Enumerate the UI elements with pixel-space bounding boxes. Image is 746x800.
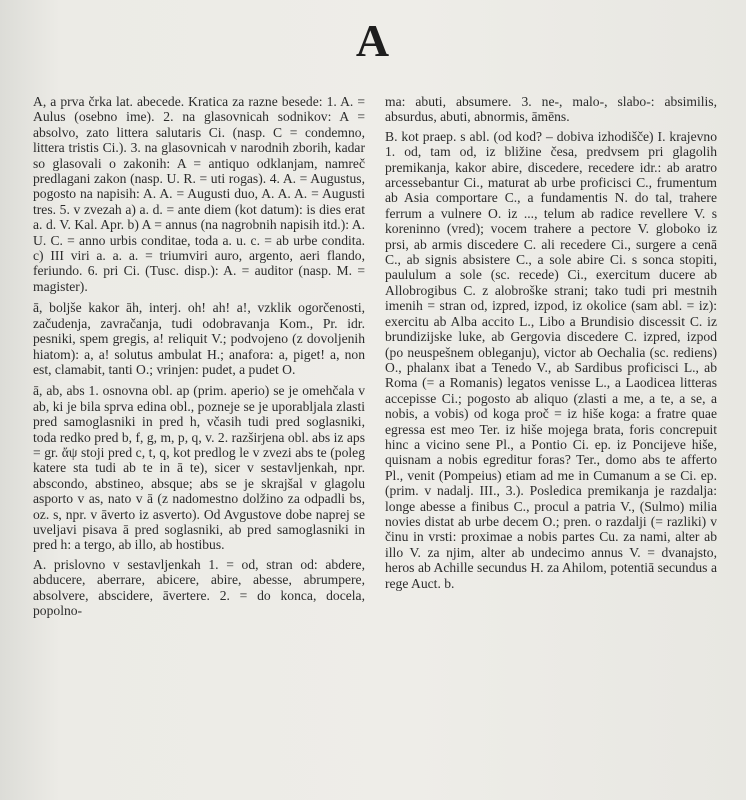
entry-paragraph: ā, boljše kakor āh, interj. oh! ah! a!, vzklik ogorčenosti, začudenja, zavračanja, tudi odobravanja Kom., Pr. idr. pesniki, spem gregis, a! reliquit V.; podvojeno (z dovoljenih hiatom): a, a! solutus ambulat H.; anafora: a, piget! a, non est, clamabit, tanti O.; vrinjen: pudet, a pudet O. <box>33 300 365 377</box>
right-column <box>385 94 717 774</box>
entry-paragraph: A. prislovno v sestavljenkah 1. = od, stran od: abdere, abducere, aberrare, abicere, abire, abesse, abrumpere, absolvere, abscidere, āvertere. 2. = do konca, docela, popolno- <box>33 556 365 618</box>
left-column <box>33 94 365 774</box>
entry-paragraph: ma: abuti, absumere. 3. ne-, malo-, slabo-: absimilis, absurdus, abuti, abnormis, āmēns. <box>385 94 717 125</box>
page-heading-letter: A <box>355 15 391 66</box>
entry-paragraph: B. kot praep. s abl. (od kod? – dobiva izhodišče) I. krajevno 1. od, tam od, iz bližine česa, predvsem pri glagolih premikanja, kakor abire, discedere, recedere idr.: ab aratro arcessebantur Ci., maturat ab urbe proficisci C., frumentum ab Asia comportare C., a fundamentis N. do tal, trahere ferrum a vulnere O. iz ..., telum ab radice revellere V. s koreninno (vred); vocem trahere a pectore V. globoko iz prsi, ab armis discedere C. ali recedere Ci., surgere a cenā C., ab signis absistere C., a sole abire Ci. s sonca stopiti, paululum a sole (sc. recede) Ci., exercitum ducere ab Allobrogibus C. z alobroške strani; tako tudi pri mestnih imenih = stran od, izpred, izpod, iz okolice (sam abl. = iz): exercitu ab Alba accito L., Libo a Brundisio discessit C. iz brundizijske luke, ab Gergovia discedere C. izpred, izpod (po neuspešnem obleganju), victor ab Oechalia (sc. rediens) O., phalanx ibat a Tenedo V., ab Sardibus proficisci L., ab Roma (= a Romanis) legatos venisse L., a Laodicea litteras accepisse Ci.; pogosto ab aliquo (zlasti a me, a te, a se, a nobis, a vobis) od koga proč = iz hiše koga: a fratre quae egressa est meo Ter. iz hiše mojega brata, foris concrepuit hinc a vicino sene Pl., a Pontio Ci. ep. iz Poncijeve hiše, quisnam a nobis egreditur foras? Ter., domo abs te afferto Pl., venit (Pompeius) etiam ad me in Cumanum a se Ci. ep. (prim. v nadalj. III., 3.). Posledica premikanja je razdalja: longe abesse a finibus C., procul a patria V., (Sulmo) milia novies distat ab urbe decem O.; pren. o razdalji (= razliki) v činu in vrsti: proximae a nobis partes Cu. za nami, alter ab illo V. za njim, alter ab undecimo annus V. = dvanajsto, heros ab Achille secundus H. za Ahilom, potentiā secundus a rege Auct. b. <box>385 128 717 591</box>
entry-paragraph: ā, ab, abs 1. osnovna obl. ap (prim. aperio) se je omehčala v ab, ki je bila sprva edina obl., pozneje se je uporabljala zlasti pred samoglasniki in pred h, včasih tudi pred soglasniki, toda redko pred b, f, g, m, p, q, v. 2. razširjena obl. abs iz aps = gr. ἄψ stoji pred c, t, q, kot predlog le v zvezi abs te (poleg katere sta tudi ab te in ā te), sicer v sestavljenkah, npr. abscondo, abstineo, absque; abs se je skrajšal v glagolu asporto v as, nato v ā (z nadomestno dolžino za odpadli bs, oz. s, npr. v āverto iz asverto). Od Avgustove dobe naprej se uveljavi pisava ā pred soglasniki, ab pred samoglasniki in pred h: a tergo, ab illo, ab hostibus. <box>33 383 365 553</box>
entry-paragraph: A, a prva črka lat. abecede. Kratica za razne besede: 1. A. = Aulus (osebno ime). 2. na glasovnicah sodnikov: A = absolvo, zato littera salutaris Ci. (nasp. C = condemno, littera tristis Ci.). 3. na glasovnicah v narodnih zborih, kadar so glasovali o zakonih: A = antiquo odklanjam, namreč predlagani zakon (nasp. U. R. = uti rogas). 4. A. = Augustus, pogosto na napisih: A. A. = Augusti duo, A. A. A. = Augusti tres. 5. v zvezah a) a. d. = ante diem (kot datum): is dies erat a. d. V. Kal. Apr. b) A = annus (na nagrobnih napisih itd.): A. U. C. = anno urbis conditae, toda a. u. c. = ab urbe condita. c) III viri a. a. a. = triumviri auro, argento, aeri flando, feriundo. 6. pri Ci. (Tusc. disp.): A. = auditor (nasp. M. = magister). <box>33 94 365 294</box>
